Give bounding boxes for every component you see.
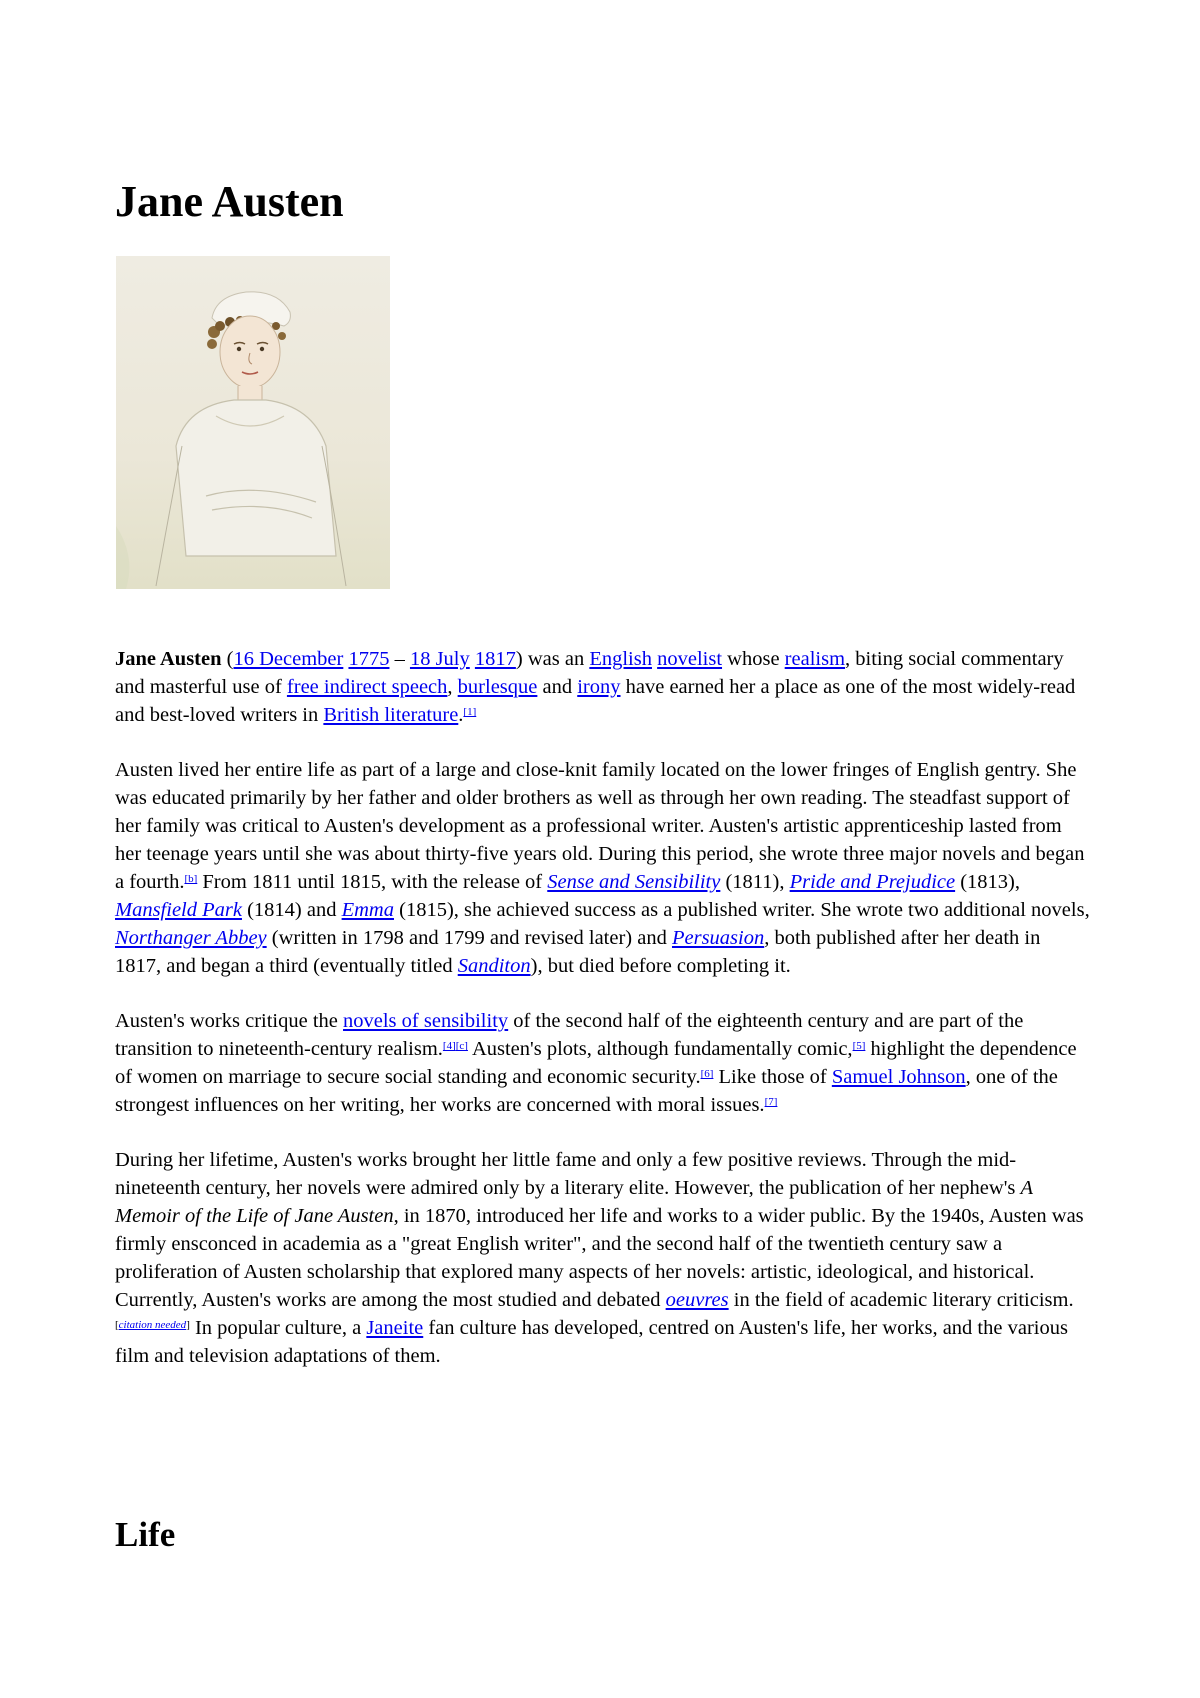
link-citation-needed[interactable]: citation needed	[118, 1319, 187, 1331]
link-novels-of-sensibility[interactable]: novels of sensibility	[343, 1010, 509, 1032]
intro-paragraph: Jane Austen (16 December 1775 – 18 July 1817) was an English novelist whose realism, biting social commentary and masterful use of free indirect speech, burlesque and irony have earned her a place as one of the most widely-read and best-loved writers in British literature.[1]	[115, 648, 1076, 726]
link-english[interactable]: English	[589, 648, 652, 670]
link-realism[interactable]: realism	[784, 648, 846, 670]
paragraph-2: Austen lived her entire life as part of a large and close-knit family located on the lower fringes of English gentry. She was educated primarily by her father and older brothers as well as through her own reading. The steadfast support of her family was critical to Austen's development as a professional writer. Austen's artistic apprenticeship lasted from her teenage years until she was about thirty-five years old. During this period, she wrote three major novels and began a fourth.[b] From 1811 until 1815, with the release of Sense and Sensibility (1811), Pride and Prejudice (1813), Mansfield Park (1814) and Emma (1815), she achieved success as a published writer. She wrote two additional novels, Northanger Abbey (written in 1798 and 1799 and revised later) and Persuasion, both published after her death in 1817, and began a third (eventually titled Sanditon), but died before completing it.	[115, 759, 1090, 977]
link-janeite[interactable]: Janeite	[366, 1317, 424, 1339]
link-oeuvres[interactable]: oeuvres	[665, 1289, 729, 1311]
reference-7[interactable]: [7]	[764, 1096, 778, 1108]
link-sense-and-sensibility[interactable]: Sense and Sensibility	[547, 871, 721, 893]
link-irony[interactable]: irony	[577, 676, 621, 698]
link-free-indirect-speech[interactable]: free indirect speech	[286, 676, 448, 698]
subject-name: Jane Austen	[115, 648, 222, 670]
link-burlesque[interactable]: burlesque	[457, 676, 538, 698]
citation-needed-note: [citation needed]	[115, 1319, 190, 1331]
link-18-july[interactable]: 18 July	[409, 648, 470, 670]
portrait-sketch-image	[116, 256, 390, 589]
reference-1[interactable]: [1]	[463, 706, 477, 718]
link-samuel-johnson[interactable]: Samuel Johnson	[831, 1066, 966, 1088]
reference-5[interactable]: [5]	[852, 1040, 866, 1052]
article-body	[115, 645, 1090, 1397]
link-persuasion[interactable]: Persuasion	[671, 927, 765, 949]
link-novelist[interactable]: novelist	[657, 648, 723, 670]
link-1775[interactable]: 1775	[348, 648, 390, 670]
link-1817[interactable]: 1817	[474, 648, 516, 670]
link-mansfield-park[interactable]: Mansfield Park	[115, 899, 242, 921]
memoir-title: A Memoir of the Life of Jane Austen	[115, 1177, 1033, 1227]
page-title: Jane Austen	[115, 177, 344, 226]
section-heading-life: Life	[115, 1515, 176, 1554]
link-16-december[interactable]: 16 December	[233, 648, 344, 670]
paragraph-3: Austen's works critique the novels of sensibility of the second half of the eighteenth century and are part of the transition to nineteenth-century realism.[4][c] Austen's plots, although fundamentally comic,[5] highlight the dependence of women on marriage to secure social standing and economic security.[6] Like those of Samuel Johnson, one of the strongest influences on her writing, her works are concerned with moral issues.[7]	[115, 1010, 1077, 1116]
link-northanger-abbey[interactable]: Northanger Abbey	[115, 927, 267, 949]
portrait-image	[116, 256, 390, 589]
reference-6[interactable]: [6]	[700, 1068, 714, 1080]
reference-b[interactable]: [b]	[184, 873, 198, 885]
paragraph-4: During her lifetime, Austen's works brought her little fame and only a few positive reviews. Through the mid-nineteenth century, her novels were admired only by a literary elite. However, the publication of her nephew's A Memoir of the Life of Jane Austen, in 1870, introduced her life and works to a wider public. By the 1940s, Austen was firmly ensconced in academia as a "great English writer", and the second half of the twentieth century saw a proliferation of Austen scholarship that explored many aspects of her novels: artistic, ideological, and historical. Currently, Austen's works are among the most studied and debated oeuvres in the field of academic literary criticism.[citation needed] In popular culture, a Janeite fan culture has developed, centred on Austen's life, her works, and the various film and television adaptations of them.	[115, 1149, 1084, 1367]
link-sanditon[interactable]: Sanditon	[457, 955, 531, 977]
reference-c[interactable]: [c]	[455, 1040, 468, 1052]
link-pride-and-prejudice[interactable]: Pride and Prejudice	[789, 871, 956, 893]
reference-4[interactable]: [4]	[442, 1040, 456, 1052]
link-british-literature[interactable]: British literature	[323, 704, 459, 726]
link-emma[interactable]: Emma	[341, 899, 394, 921]
